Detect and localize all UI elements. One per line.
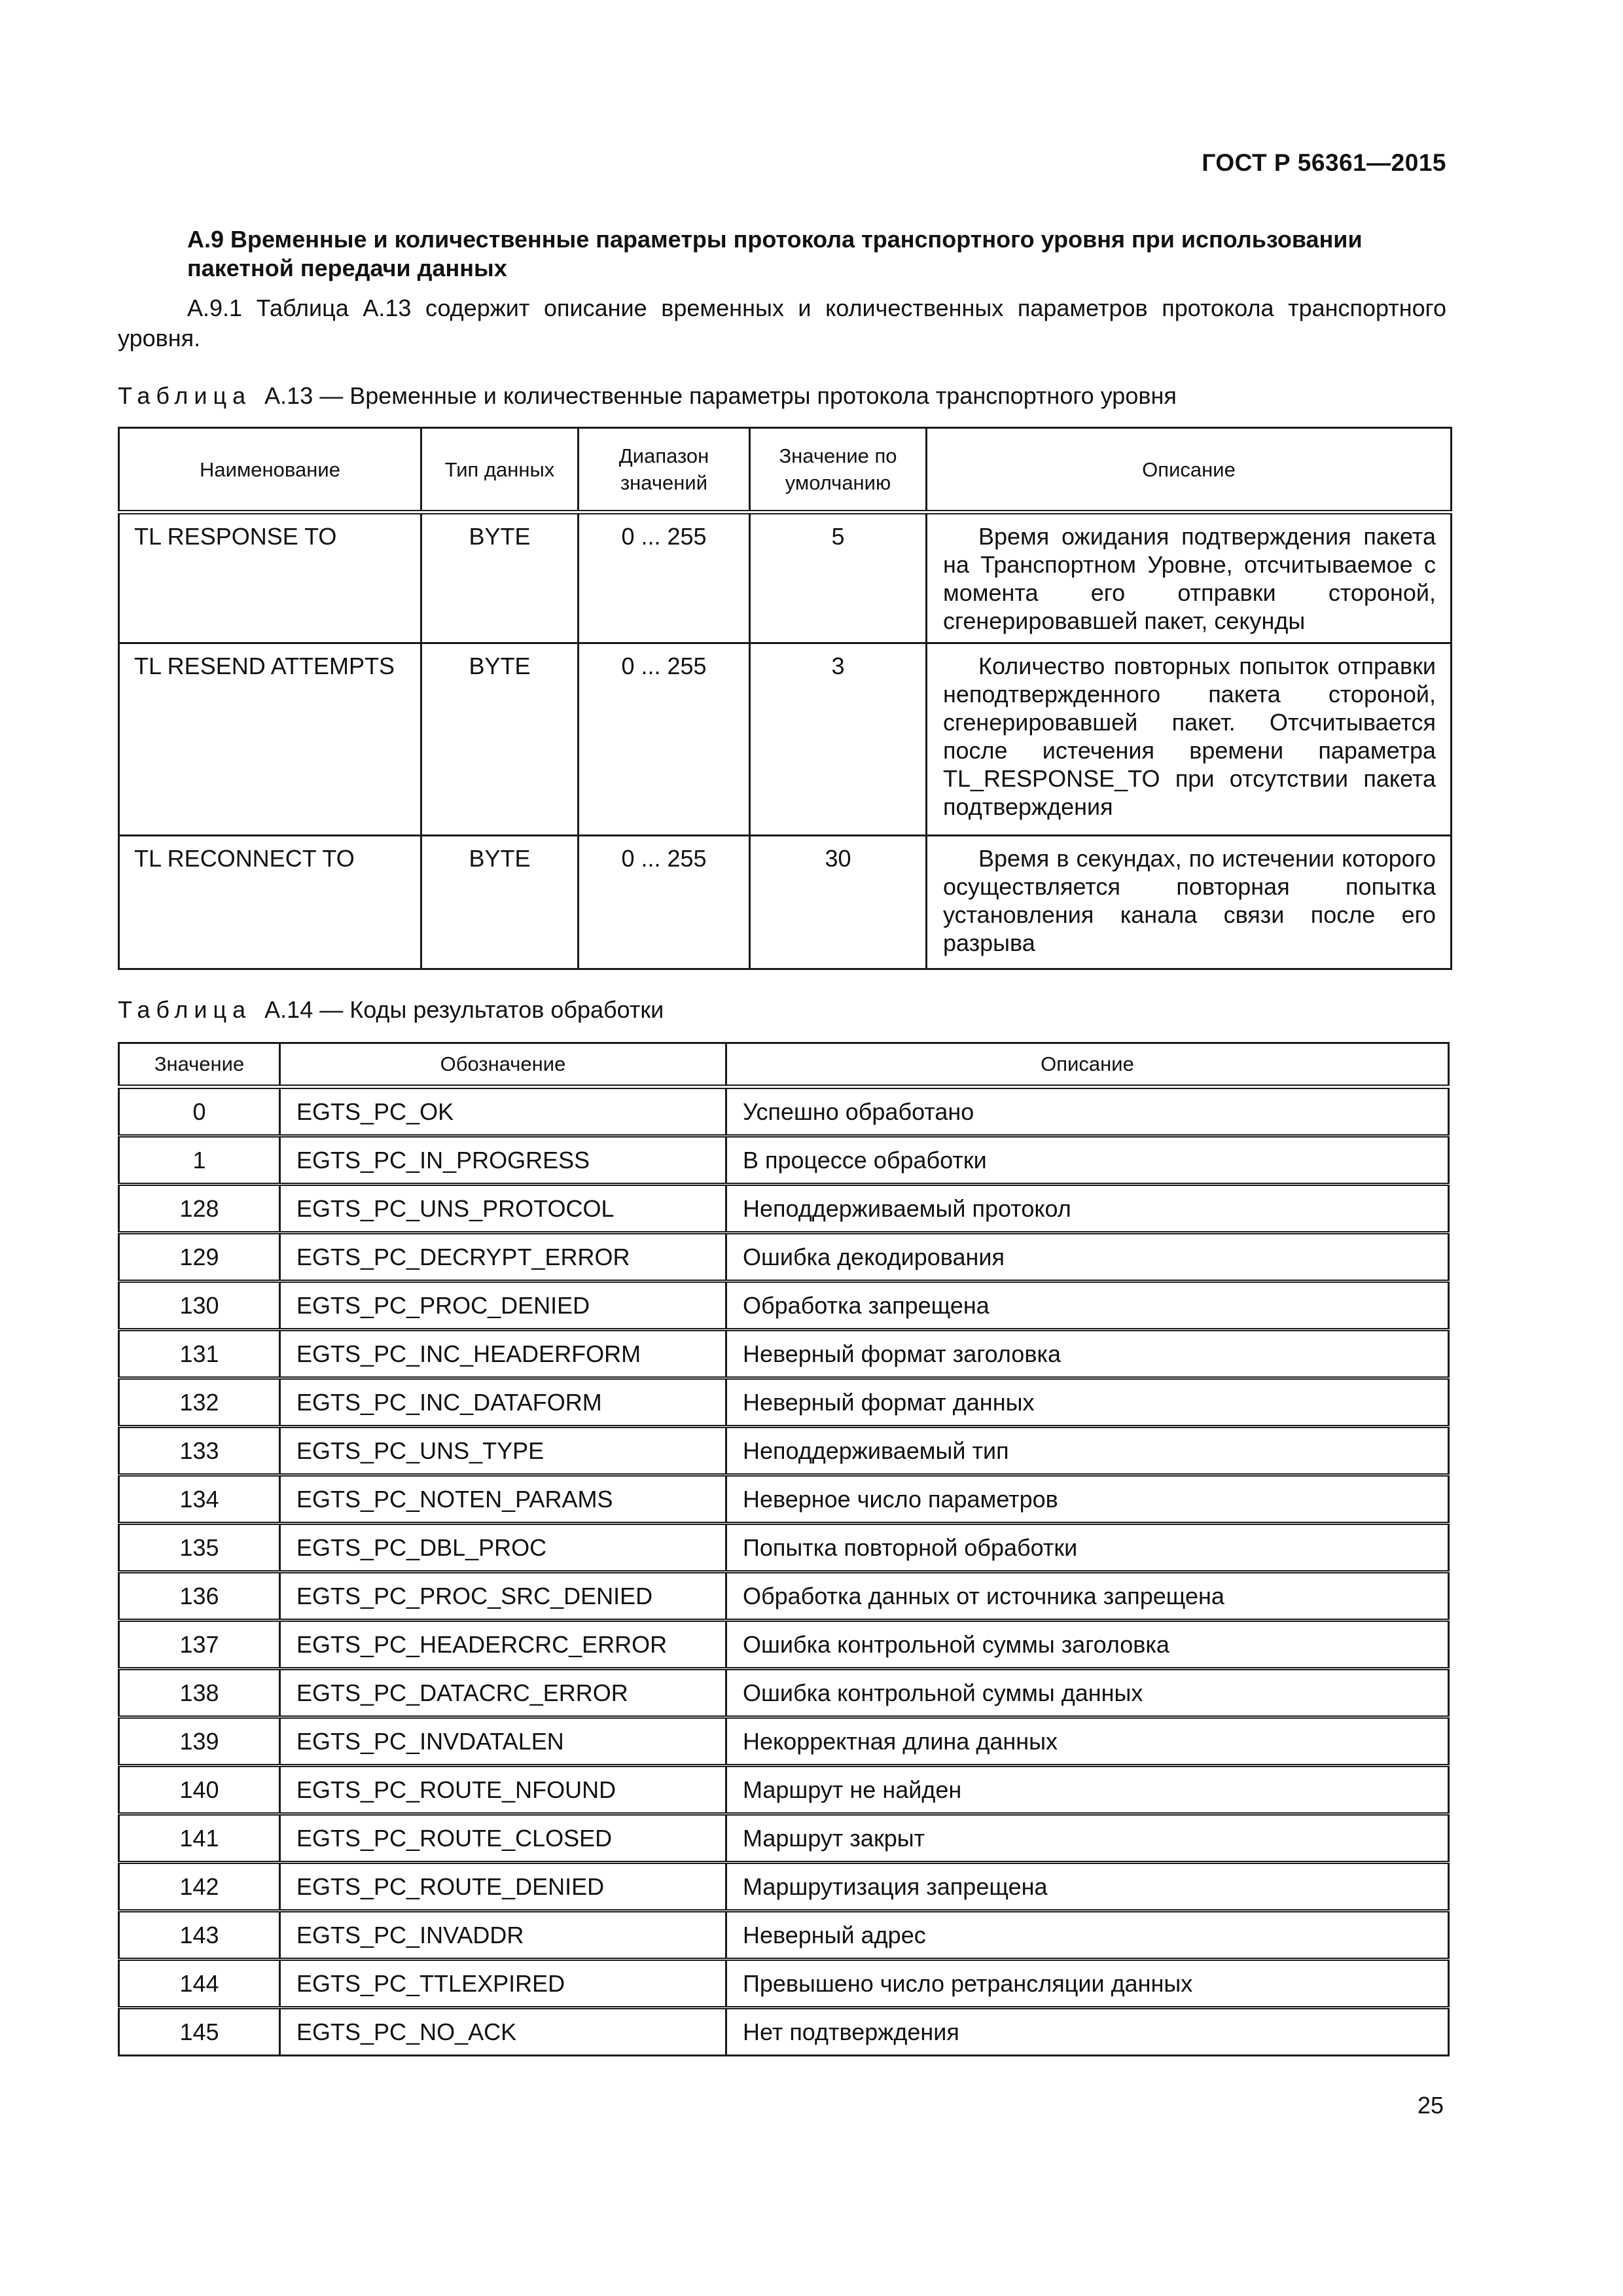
result-code: EGTS_PC_INVADDR — [280, 1911, 726, 1960]
result-code: EGTS_PC_NOTEN_PARAMS — [280, 1475, 726, 1524]
result-description: Нет подтверждения — [726, 2008, 1449, 2056]
result-code: EGTS_PC_ROUTE_DENIED — [280, 1863, 726, 1911]
table-row — [119, 1524, 1449, 1572]
table-row — [119, 1475, 1449, 1524]
result-value: 134 — [119, 1475, 280, 1524]
result-description: Маршрут закрыт — [726, 1814, 1449, 1863]
table-row — [119, 836, 1452, 969]
result-value: 133 — [119, 1427, 280, 1475]
result-code: EGTS_PC_ROUTE_CLOSED — [280, 1814, 726, 1863]
result-value: 141 — [119, 1814, 280, 1863]
param-range: 0 ... 255 — [579, 643, 750, 836]
result-description: Некорректная длина данных — [726, 1717, 1449, 1766]
result-description: Неверный адрес — [726, 1911, 1449, 1960]
result-code: EGTS_PC_PROC_DENIED — [280, 1282, 726, 1330]
result-description: Превышено число ретрансляции данных — [726, 1960, 1449, 2008]
table-row — [119, 1717, 1449, 1766]
param-name: TL RESPONSE TO — [119, 512, 421, 643]
table-row — [119, 512, 1452, 643]
result-value: 138 — [119, 1669, 280, 1717]
result-value: 139 — [119, 1717, 280, 1766]
result-value: 142 — [119, 1863, 280, 1911]
result-code: EGTS_PC_OK — [280, 1087, 726, 1136]
param-type: BYTE — [421, 512, 579, 643]
result-description: Обработка запрещена — [726, 1282, 1449, 1330]
result-value: 128 — [119, 1185, 280, 1233]
header-description: Описание — [927, 428, 1452, 512]
result-value: 140 — [119, 1766, 280, 1814]
result-description: В процессе обработки — [726, 1136, 1449, 1185]
table-row — [119, 2008, 1449, 2056]
param-default: 30 — [750, 836, 927, 969]
result-code: EGTS_PC_INC_DATAFORM — [280, 1378, 726, 1427]
result-value: 0 — [119, 1087, 280, 1136]
table-row — [119, 1185, 1449, 1233]
result-description: Успешно обработано — [726, 1087, 1449, 1136]
param-range: 0 ... 255 — [579, 836, 750, 969]
param-type: BYTE — [421, 836, 579, 969]
table-row — [119, 1282, 1449, 1330]
result-code: EGTS_PC_HEADERCRC_ERROR — [280, 1621, 726, 1669]
table-row — [119, 1911, 1449, 1960]
result-value: 137 — [119, 1621, 280, 1669]
result-description: Неверный формат заголовка — [726, 1330, 1449, 1378]
result-value: 136 — [119, 1572, 280, 1621]
table-row — [119, 1572, 1449, 1621]
result-description: Ошибка декодирования — [726, 1233, 1449, 1282]
caption-text: А.14 — Коды результатов обработки — [264, 996, 664, 1023]
table-row — [119, 1087, 1449, 1136]
param-default: 5 — [750, 512, 927, 643]
table-row — [119, 1669, 1449, 1717]
result-value: 145 — [119, 2008, 280, 2056]
result-code: EGTS_PC_UNS_TYPE — [280, 1427, 726, 1475]
table-header-row — [119, 428, 1452, 512]
result-code: EGTS_PC_TTLEXPIRED — [280, 1960, 726, 2008]
result-code: EGTS_PC_INC_HEADERFORM — [280, 1330, 726, 1378]
result-code: EGTS_PC_PROC_SRC_DENIED — [280, 1572, 726, 1621]
page-number: 25 — [1417, 2092, 1444, 2119]
result-description: Ошибка контрольной суммы заголовка — [726, 1621, 1449, 1669]
param-default: 3 — [750, 643, 927, 836]
document-header: ГОСТ Р 56361—2015 — [1202, 149, 1446, 176]
table-a14-caption — [118, 996, 664, 1024]
result-value: 143 — [119, 1911, 280, 1960]
param-name: TL RESEND ATTEMPTS — [119, 643, 421, 836]
table-row — [119, 1427, 1449, 1475]
caption-text: А.13 — Временные и количественные параметры протокола транспортного уровня — [264, 382, 1177, 409]
result-code: EGTS_PC_NO_ACK — [280, 2008, 726, 2056]
param-type: BYTE — [421, 643, 579, 836]
result-description: Неверный формат данных — [726, 1378, 1449, 1427]
result-code: EGTS_PC_UNS_PROTOCOL — [280, 1185, 726, 1233]
table-row — [119, 1330, 1449, 1378]
param-description: Время в секундах, по истечении которого осуществляется повторная попытка установления канала связи после его разрыва — [927, 836, 1452, 969]
param-name: TL RECONNECT TO — [119, 836, 421, 969]
table-row — [119, 1621, 1449, 1669]
result-code: EGTS_PC_ROUTE_NFOUND — [280, 1766, 726, 1814]
param-description: Количество повторных попыток отправки неподтвержденного пакета стороной, сгенерировавшей пакет. Отсчитывается после истечения времени параметра TL_RESPONSE_TO при отсутствии пакета подтверждения — [927, 643, 1452, 836]
caption-word: Таблица — [118, 382, 252, 409]
header-description: Описание — [726, 1043, 1449, 1087]
result-value: 135 — [119, 1524, 280, 1572]
table-a14 — [118, 1042, 1450, 2056]
result-code: EGTS_PC_DBL_PROC — [280, 1524, 726, 1572]
result-value: 129 — [119, 1233, 280, 1282]
table-row — [119, 1814, 1449, 1863]
table-a13 — [118, 427, 1452, 970]
result-code: EGTS_PC_DATACRC_ERROR — [280, 1669, 726, 1717]
header-type: Тип данных — [421, 428, 579, 512]
intro-paragraph: А.9.1 Таблица А.13 содержит описание временных и количественных параметров протокола транспортного уровня. — [118, 295, 1446, 351]
header-range: Диапазон значений — [579, 428, 750, 512]
param-description: Время ожидания подтверждения пакета на Транспортном Уровне, отсчитываемое с момента его отправки стороной, сгенерировавшей пакет, секунды — [927, 512, 1452, 643]
result-value: 1 — [119, 1136, 280, 1185]
section-heading: А.9 Временные и количественные параметры протокола транспортного уровня при использовании пакетной передачи данных — [187, 226, 1363, 281]
param-range: 0 ... 255 — [579, 512, 750, 643]
table-a13-caption — [118, 382, 1177, 410]
result-description: Неподдерживаемый протокол — [726, 1185, 1449, 1233]
table-row — [119, 1863, 1449, 1911]
table-row — [119, 1233, 1449, 1282]
result-description: Ошибка контрольной суммы данных — [726, 1669, 1449, 1717]
header-name: Наименование — [119, 428, 421, 512]
result-code: EGTS_PC_IN_PROGRESS — [280, 1136, 726, 1185]
header-code: Обозначение — [280, 1043, 726, 1087]
result-description: Неверное число параметров — [726, 1475, 1449, 1524]
result-value: 132 — [119, 1378, 280, 1427]
table-row — [119, 1766, 1449, 1814]
result-description: Неподдерживаемый тип — [726, 1427, 1449, 1475]
result-code: EGTS_PC_INVDATALEN — [280, 1717, 726, 1766]
table-row — [119, 1136, 1449, 1185]
result-description: Маршрут не найден — [726, 1766, 1449, 1814]
result-code: EGTS_PC_DECRYPT_ERROR — [280, 1233, 726, 1282]
result-value: 130 — [119, 1282, 280, 1330]
result-value: 131 — [119, 1330, 280, 1378]
result-description: Обработка данных от источника запрещена — [726, 1572, 1449, 1621]
result-value: 144 — [119, 1960, 280, 2008]
table-row — [119, 1960, 1449, 2008]
header-default: Значение по умолчанию — [750, 428, 927, 512]
header-value: Значение — [119, 1043, 280, 1087]
table-header-row — [119, 1043, 1449, 1087]
caption-word: Таблица — [118, 996, 252, 1023]
table-row — [119, 643, 1452, 836]
table-row — [119, 1378, 1449, 1427]
result-description: Маршрутизация запрещена — [726, 1863, 1449, 1911]
result-description: Попытка повторной обработки — [726, 1524, 1449, 1572]
